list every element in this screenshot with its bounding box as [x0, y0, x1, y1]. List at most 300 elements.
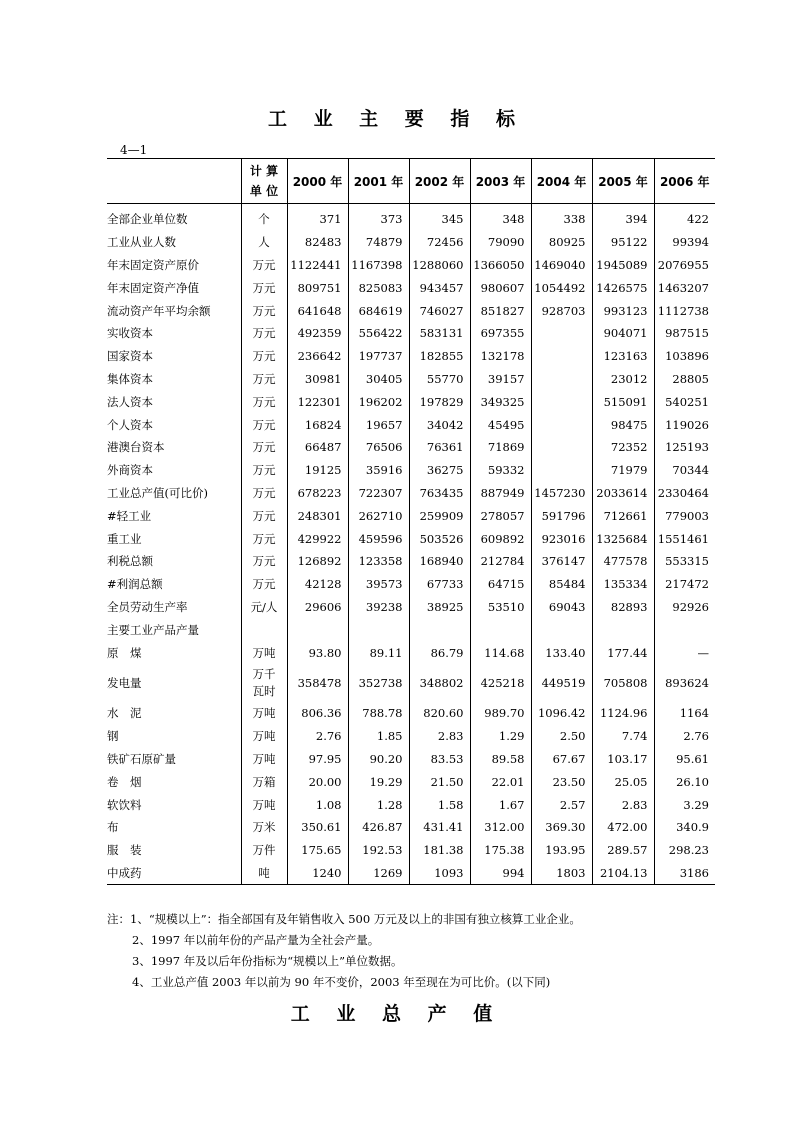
row-unit: [241, 664, 287, 702]
row-value: —: [697, 645, 709, 660]
row-value: 376147: [531, 550, 592, 573]
row-value: 943457: [409, 276, 470, 299]
row-value: 358478: [287, 664, 348, 702]
row-value: [531, 368, 592, 391]
row-value: 192.53: [348, 839, 409, 862]
row-value: 1096.42: [531, 702, 592, 725]
row-value: 1803: [531, 862, 592, 885]
table-row: [107, 299, 715, 322]
row-unit: 万吨: [241, 641, 287, 664]
row-value: 23.50: [531, 770, 592, 793]
row-value: 989.70: [470, 702, 531, 725]
row-value: 103896: [665, 349, 709, 364]
row-value: 123358: [348, 550, 409, 573]
row-value: 35916: [348, 459, 409, 482]
header-unit-line: 单 位: [249, 184, 279, 198]
row-unit: 万元: [241, 345, 287, 368]
row-value: 59332: [470, 459, 531, 482]
row-value: 1.58: [409, 793, 470, 816]
row-value: 1457230: [531, 482, 592, 505]
row-unit: 万吨: [241, 702, 287, 725]
row-value: 38925: [409, 596, 470, 619]
header-year: 2000 年: [287, 159, 348, 204]
row-value: 1.67: [470, 793, 531, 816]
table-row: [107, 436, 715, 459]
row-value: 1463207: [657, 280, 709, 295]
table-row: [107, 573, 715, 596]
row-value: 722307: [348, 482, 409, 505]
row-value: 42128: [287, 573, 348, 596]
row-value: 236642: [287, 345, 348, 368]
row-value: 1269: [348, 862, 409, 885]
row-label: #轻工业: [107, 504, 241, 527]
row-label: 卷 烟: [107, 770, 241, 793]
row-value: 39573: [348, 573, 409, 596]
row-value: 373: [348, 204, 409, 231]
row-value: 29606: [287, 596, 348, 619]
row-label: 水 泥: [107, 702, 241, 725]
row-label: 工业从业人数: [107, 231, 241, 254]
row-value: 779003: [665, 508, 709, 523]
row-value: 289.57: [592, 839, 654, 862]
table-header-row: [107, 159, 715, 204]
indicator-table: [107, 158, 715, 885]
row-unit: 万吨: [241, 748, 287, 771]
row-value: 2033614: [592, 482, 654, 505]
row-value: 887949: [470, 482, 531, 505]
row-value: 1366050: [470, 254, 531, 277]
row-value: 82893: [592, 596, 654, 619]
row-unit: 人: [241, 231, 287, 254]
row-value: 3.29: [683, 797, 709, 812]
row-value: 193.95: [531, 839, 592, 862]
row-value: 298.23: [668, 843, 709, 858]
row-label: 发电量: [107, 664, 241, 702]
row-value: 806.36: [287, 702, 348, 725]
row-value: 994: [470, 862, 531, 885]
table-row: [107, 641, 715, 664]
row-label: 铁矿石原矿量: [107, 748, 241, 771]
row-value: 122301: [287, 390, 348, 413]
row-value: 182855: [409, 345, 470, 368]
row-value: 175.38: [470, 839, 531, 862]
row-value: 125193: [665, 440, 709, 455]
row-label: 服 装: [107, 839, 241, 862]
table-row: [107, 459, 715, 482]
row-label: 个人资本: [107, 413, 241, 436]
row-value: 168940: [409, 550, 470, 573]
table-row: [107, 204, 715, 231]
row-label: 集体资本: [107, 368, 241, 391]
header-year: 2004 年: [531, 159, 592, 204]
table-row: [107, 664, 715, 702]
row-value: 1240: [287, 862, 348, 885]
row-value: [531, 345, 592, 368]
row-value: [531, 390, 592, 413]
row-unit: 万件: [241, 839, 287, 862]
table-row: [107, 702, 715, 725]
row-value: 394: [592, 204, 654, 231]
table-row: [107, 550, 715, 573]
row-unit: 万元: [241, 459, 287, 482]
row-unit: 个: [241, 204, 287, 231]
row-value: 340.9: [676, 820, 709, 835]
header-year: 2002 年: [409, 159, 470, 204]
row-value: [531, 436, 592, 459]
table-row: [107, 862, 715, 885]
row-value: 2.83: [409, 725, 470, 748]
row-label: 中成药: [107, 862, 241, 885]
table-code: 4—1: [120, 143, 148, 157]
row-label: 工业总产值(可比价): [107, 482, 241, 505]
row-label: 布: [107, 816, 241, 839]
row-value: 197829: [409, 390, 470, 413]
row-value: 71979: [592, 459, 654, 482]
row-value: [531, 618, 592, 641]
row-value: 97.95: [287, 748, 348, 771]
row-value: 1164: [679, 706, 709, 721]
row-unit: 万元: [241, 299, 287, 322]
row-value: 175.65: [287, 839, 348, 862]
table-row: [107, 793, 715, 816]
row-unit: 元/人: [241, 596, 287, 619]
row-value: [409, 618, 470, 641]
row-value: 641648: [287, 299, 348, 322]
table-row: [107, 231, 715, 254]
row-value: 352738: [348, 664, 409, 702]
row-value: 553315: [665, 554, 709, 569]
row-value: 217472: [665, 577, 709, 592]
row-label: 实收资本: [107, 322, 241, 345]
row-value: 980607: [470, 276, 531, 299]
row-value: [287, 618, 348, 641]
row-value: 92926: [672, 599, 709, 614]
row-value: 369.30: [531, 816, 592, 839]
row-value: 2104.13: [592, 862, 654, 885]
row-unit: 万箱: [241, 770, 287, 793]
row-value: 20.00: [287, 770, 348, 793]
row-value: 21.50: [409, 770, 470, 793]
row-value: 19125: [287, 459, 348, 482]
row-unit: 万元: [241, 482, 287, 505]
row-value: 825083: [348, 276, 409, 299]
row-value: 80925: [531, 231, 592, 254]
row-unit: 万元: [241, 413, 287, 436]
row-unit: 万元: [241, 504, 287, 527]
table-row: [107, 816, 715, 839]
table-row: [107, 276, 715, 299]
row-value: 2330464: [657, 485, 709, 500]
row-value: 1945089: [592, 254, 654, 277]
row-label: 年末固定资产原价: [107, 254, 241, 277]
row-value: 196202: [348, 390, 409, 413]
table-row: [107, 596, 715, 619]
row-label: 主要工业产品产量: [107, 618, 241, 641]
row-value: 1426575: [592, 276, 654, 299]
row-value: 259909: [409, 504, 470, 527]
row-value: 66487: [287, 436, 348, 459]
row-value: 53510: [470, 596, 531, 619]
row-label: 国家资本: [107, 345, 241, 368]
row-unit: 万米: [241, 816, 287, 839]
row-value: 583131: [409, 322, 470, 345]
footnotes: [107, 909, 727, 993]
row-unit: 吨: [241, 862, 287, 885]
row-value: 212784: [470, 550, 531, 573]
row-value: 89.58: [470, 748, 531, 771]
row-unit: 万元: [241, 322, 287, 345]
row-value: [348, 618, 409, 641]
table-row: [107, 254, 715, 277]
row-value: 705808: [592, 664, 654, 702]
row-value: 25.05: [592, 770, 654, 793]
row-value: 133.40: [531, 641, 592, 664]
row-value: 64715: [470, 573, 531, 596]
header-year: 2005 年: [592, 159, 654, 204]
row-value: [654, 618, 715, 641]
row-value: 67733: [409, 573, 470, 596]
unit-line: 万千: [252, 666, 276, 681]
footnote: 3、1997 年及以后年份指标为“规模以上”单位数据。: [132, 954, 403, 968]
header-unit-column: [241, 159, 287, 204]
row-value: 83.53: [409, 748, 470, 771]
row-value: 95.61: [676, 751, 709, 766]
table-row: [107, 482, 715, 505]
row-value: 135334: [592, 573, 654, 596]
row-value: 987515: [665, 326, 709, 341]
row-value: 2.83: [592, 793, 654, 816]
row-value: 39157: [470, 368, 531, 391]
row-label: 流动资产年平均余额: [107, 299, 241, 322]
row-value: 76506: [348, 436, 409, 459]
row-value: 591796: [531, 504, 592, 527]
row-value: 477578: [592, 550, 654, 573]
row-label: 全员劳动生产率: [107, 596, 241, 619]
row-value: 79090: [470, 231, 531, 254]
row-value: 67.67: [531, 748, 592, 771]
row-value: 2.57: [531, 793, 592, 816]
row-value: 89.11: [348, 641, 409, 664]
row-value: 1054492: [531, 276, 592, 299]
row-label: 外商资本: [107, 459, 241, 482]
table-row: [107, 390, 715, 413]
row-value: 904071: [592, 322, 654, 345]
row-value: 851827: [470, 299, 531, 322]
row-unit: 万元: [241, 390, 287, 413]
row-value: 2.76: [683, 729, 709, 744]
row-value: 345: [409, 204, 470, 231]
row-value: [531, 322, 592, 345]
row-value: 788.78: [348, 702, 409, 725]
row-value: 1.28: [348, 793, 409, 816]
row-value: 181.38: [409, 839, 470, 862]
table-row: [107, 413, 715, 436]
row-value: [470, 618, 531, 641]
row-value: 1.29: [470, 725, 531, 748]
row-value: 459596: [348, 527, 409, 550]
row-value: 348802: [409, 664, 470, 702]
row-value: 1122441: [287, 254, 348, 277]
row-value: 763435: [409, 482, 470, 505]
header-year: 2006 年: [654, 159, 715, 204]
row-label: 钢: [107, 725, 241, 748]
row-value: 132178: [470, 345, 531, 368]
table-row: [107, 345, 715, 368]
row-value: 684619: [348, 299, 409, 322]
page-title: 工 业 主 要 指 标: [267, 108, 526, 130]
row-value: 278057: [470, 504, 531, 527]
row-value: 114.68: [470, 641, 531, 664]
row-value: 85484: [531, 573, 592, 596]
row-label: 全部企业单位数: [107, 204, 241, 231]
row-value: [531, 459, 592, 482]
row-value: 1167398: [348, 254, 409, 277]
row-value: 1551461: [657, 531, 709, 546]
row-value: 678223: [287, 482, 348, 505]
row-value: 126892: [287, 550, 348, 573]
row-value: 90.20: [348, 748, 409, 771]
row-label: 重工业: [107, 527, 241, 550]
row-unit: 万元: [241, 436, 287, 459]
row-value: 349325: [470, 390, 531, 413]
footnote: 4、工业总产值 2003 年以前为 90 年不变价，2003 年至现在为可比价。(以下同): [132, 975, 551, 989]
row-value: 55770: [409, 368, 470, 391]
row-value: 2.50: [531, 725, 592, 748]
header-unit-line: 计 算: [249, 164, 279, 178]
header-year: 2001 年: [348, 159, 409, 204]
row-value: 503526: [409, 527, 470, 550]
row-label: 软饮料: [107, 793, 241, 816]
row-value: 30981: [287, 368, 348, 391]
row-unit: 万元: [241, 550, 287, 573]
row-unit: 万元: [241, 276, 287, 299]
row-value: 1112738: [657, 303, 709, 318]
row-value: 472.00: [592, 816, 654, 839]
table-body: [107, 204, 715, 885]
row-value: 338: [531, 204, 592, 231]
row-value: 3186: [654, 862, 715, 885]
row-value: 28805: [672, 371, 709, 386]
row-unit: 万元: [241, 527, 287, 550]
row-value: 1.85: [348, 725, 409, 748]
row-value: 993123: [592, 299, 654, 322]
header-item-column: [107, 159, 241, 204]
table-row: [107, 618, 715, 641]
row-value: 431.41: [409, 816, 470, 839]
row-value: 429922: [287, 527, 348, 550]
row-label: 年末固定资产净值: [107, 276, 241, 299]
row-value: 95122: [592, 231, 654, 254]
row-value: 712661: [592, 504, 654, 527]
row-value: 177.44: [592, 641, 654, 664]
row-value: 26.10: [676, 774, 709, 789]
row-value: 697355: [470, 322, 531, 345]
footnote: 2、1997 年以前年份的产品产量为全社会产量。: [132, 933, 380, 947]
row-unit: [241, 618, 287, 641]
row-value: 820.60: [409, 702, 470, 725]
row-value: 746027: [409, 299, 470, 322]
row-value: 556422: [348, 322, 409, 345]
row-value: 2.76: [287, 725, 348, 748]
table-row: [107, 725, 715, 748]
row-value: 45495: [470, 413, 531, 436]
row-value: 1469040: [531, 254, 592, 277]
row-value: 99394: [672, 235, 709, 250]
row-value: 34042: [409, 413, 470, 436]
row-value: 248301: [287, 504, 348, 527]
table-row: [107, 322, 715, 345]
row-value: 70344: [672, 463, 709, 478]
table-row: [107, 504, 715, 527]
row-value: 119026: [665, 417, 709, 432]
header-year: 2003 年: [470, 159, 531, 204]
row-value: 348: [470, 204, 531, 231]
row-value: 312.00: [470, 816, 531, 839]
row-value: 262710: [348, 504, 409, 527]
row-value: 39238: [348, 596, 409, 619]
row-value: 19.29: [348, 770, 409, 793]
row-value: 893624: [665, 675, 709, 690]
row-value: 1325684: [592, 527, 654, 550]
footnote: 注：1、“规模以上”：指全部国有及年销售收入 500 万元及以上的非国有独立核算工业企业。: [107, 912, 581, 926]
row-unit: 万吨: [241, 793, 287, 816]
next-section-title: 工 业 总 产 值: [290, 1003, 503, 1025]
row-value: 923016: [531, 527, 592, 550]
row-value: 123163: [592, 345, 654, 368]
row-value: [592, 618, 654, 641]
row-unit: 万吨: [241, 725, 287, 748]
row-value: 16824: [287, 413, 348, 436]
row-label: 利税总额: [107, 550, 241, 573]
row-value: 103.17: [592, 748, 654, 771]
row-value: 1.08: [287, 793, 348, 816]
row-value: 371: [287, 204, 348, 231]
table-row: [107, 770, 715, 793]
row-value: 22.01: [470, 770, 531, 793]
row-value: 422: [687, 212, 709, 227]
row-value: 1124.96: [592, 702, 654, 725]
table-row: [107, 748, 715, 771]
row-value: 2076955: [657, 257, 709, 272]
row-unit: 万元: [241, 254, 287, 277]
row-value: 71869: [470, 436, 531, 459]
row-value: 30405: [348, 368, 409, 391]
row-value: 93.80: [287, 641, 348, 664]
row-unit: 万元: [241, 368, 287, 391]
row-value: [531, 413, 592, 436]
row-value: 23012: [592, 368, 654, 391]
row-label: #利润总额: [107, 573, 241, 596]
row-value: 98475: [592, 413, 654, 436]
row-value: 86.79: [409, 641, 470, 664]
row-value: 425218: [470, 664, 531, 702]
row-value: 609892: [470, 527, 531, 550]
row-value: 540251: [665, 394, 709, 409]
row-label: 原 煤: [107, 641, 241, 664]
row-value: 36275: [409, 459, 470, 482]
row-value: 72352: [592, 436, 654, 459]
row-value: 1093: [409, 862, 470, 885]
row-value: 82483: [287, 231, 348, 254]
row-value: 1288060: [409, 254, 470, 277]
row-value: 809751: [287, 276, 348, 299]
unit-line: 瓦时: [252, 683, 276, 698]
row-value: 350.61: [287, 816, 348, 839]
row-unit: 万元: [241, 573, 287, 596]
table-row: [107, 839, 715, 862]
row-value: 76361: [409, 436, 470, 459]
row-value: 197737: [348, 345, 409, 368]
